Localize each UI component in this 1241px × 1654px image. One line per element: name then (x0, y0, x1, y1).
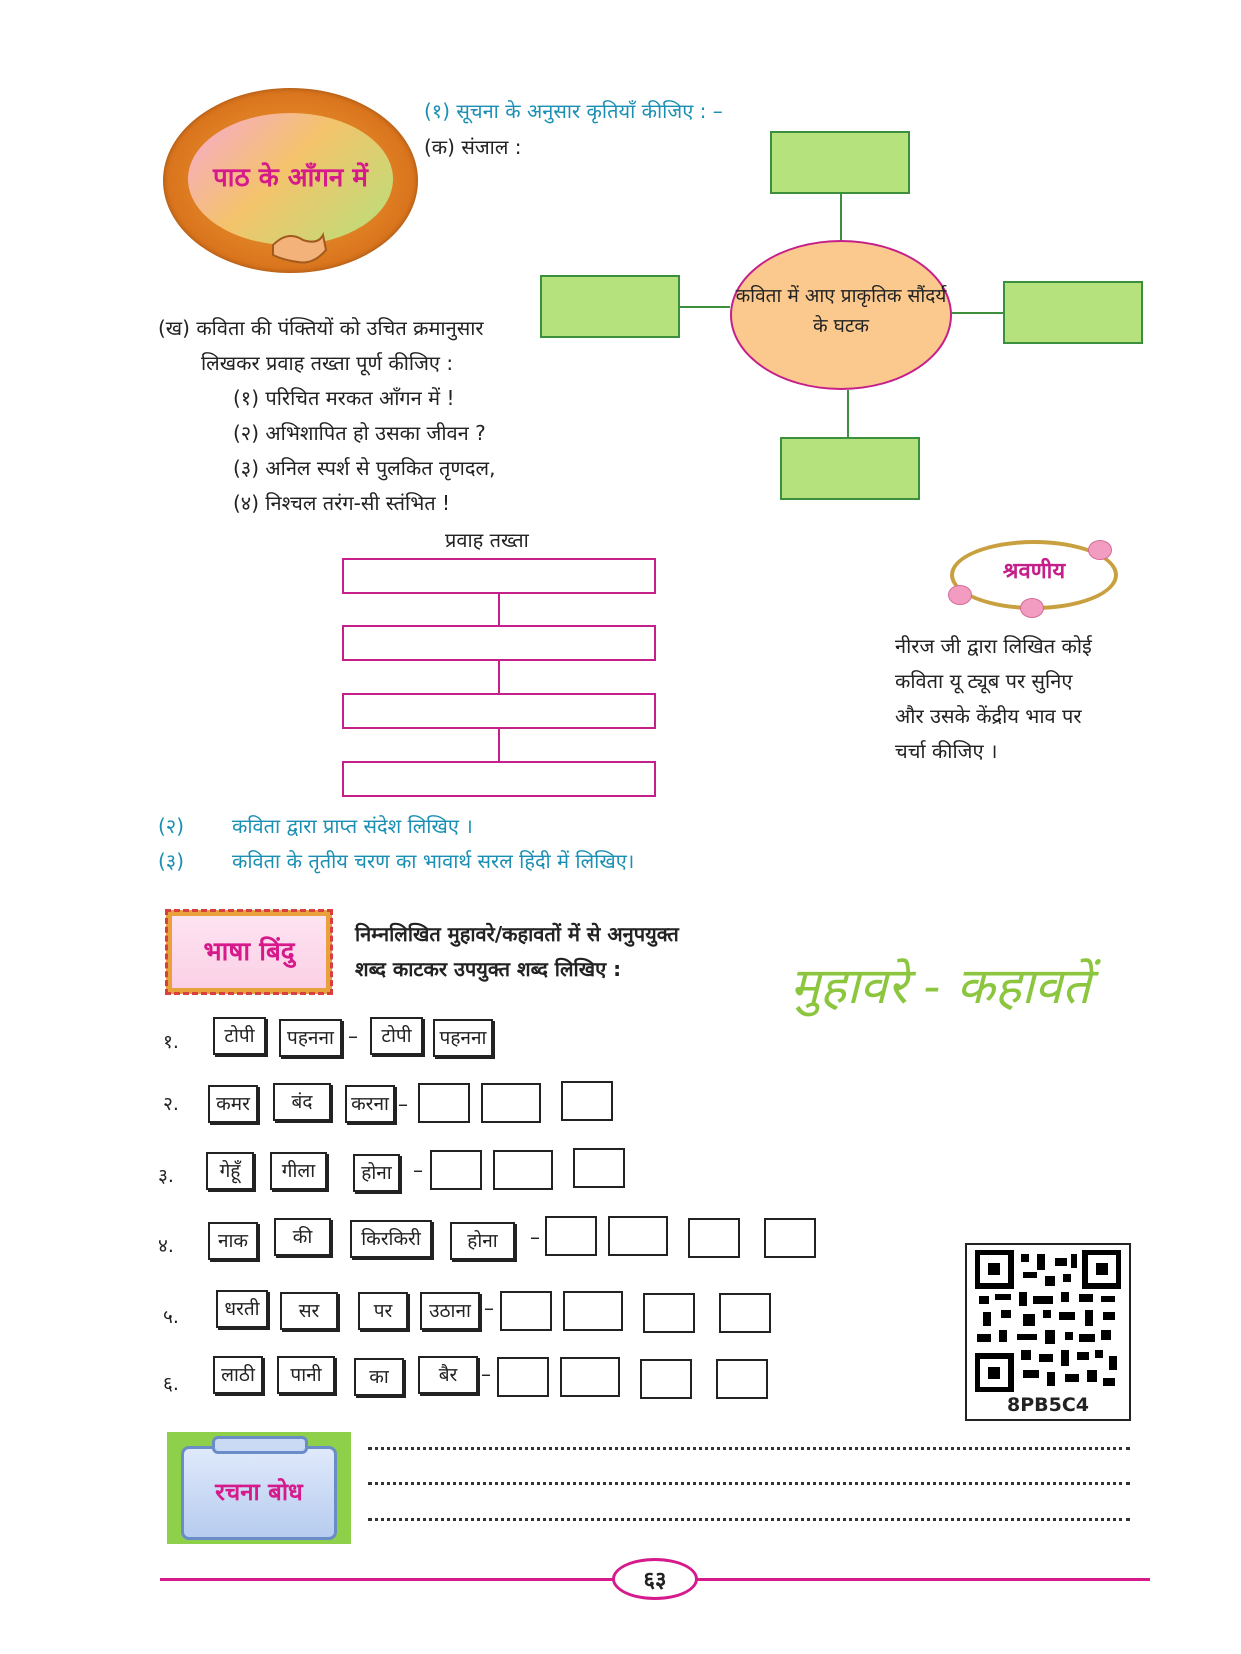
rachna-title: रचना बोध (215, 1478, 303, 1506)
poem-line-1: (१) परिचित मरकत आँगन में ! (233, 386, 455, 410)
row-number: ५. (163, 1306, 179, 1328)
flow-title: प्रवाह तख्ता (445, 528, 529, 552)
word-box: टोपी (213, 1017, 266, 1055)
dash-separator: – (481, 1362, 491, 1386)
word-box: करना (345, 1085, 395, 1123)
word-box: पहनना (279, 1019, 342, 1057)
part-k-label: (क) संजाल : (424, 135, 522, 159)
web-box-bottom[interactable] (780, 437, 920, 500)
row-number: ६. (163, 1373, 179, 1395)
flower-icon (948, 585, 972, 605)
shravaniya-line-1: नीरज जी द्वारा लिखित कोई (895, 634, 1092, 658)
row-number: २. (163, 1093, 179, 1115)
dash-separator: – (530, 1225, 540, 1249)
answer-blank[interactable] (764, 1218, 816, 1258)
answer-blank[interactable] (640, 1359, 692, 1399)
row-number: १. (163, 1031, 179, 1053)
part-kh-line1: (ख) कविता की पंक्तियों को उचित क्रमानुसार (158, 316, 484, 340)
word-box: होना (353, 1154, 400, 1192)
qr-code-icon[interactable] (975, 1250, 1121, 1392)
flow-connector-2 (498, 661, 500, 693)
word-box: गेहूँ (206, 1152, 254, 1190)
dash-separator: – (348, 1024, 358, 1048)
answer-blank[interactable] (418, 1083, 470, 1123)
flow-box-3[interactable] (342, 693, 656, 729)
answer-box: पहनना (433, 1019, 493, 1057)
word-box: पर (358, 1292, 408, 1330)
word-box: गीला (270, 1152, 327, 1190)
q2-number: (२) (158, 814, 185, 838)
dash-separator: – (398, 1092, 408, 1116)
dash-separator: – (484, 1296, 494, 1320)
answer-blank[interactable] (573, 1148, 625, 1188)
word-box: धरती (216, 1290, 268, 1328)
bhasha-instruction-line2: शब्द काटकर उपयुक्त शब्द लिखिए : (355, 957, 622, 981)
poem-line-4: (४) निश्चल तरंग-सी स्तंभित ! (233, 491, 451, 515)
answer-blank[interactable] (608, 1216, 668, 1256)
answer-blank[interactable] (643, 1293, 695, 1333)
word-box: बैर (418, 1356, 478, 1394)
word-box: का (354, 1358, 404, 1396)
word-box: होना (450, 1222, 515, 1260)
web-connector-bottom (847, 390, 849, 437)
flower-icon (1020, 598, 1044, 618)
answer-blank[interactable] (493, 1150, 553, 1190)
word-box: नाक (208, 1222, 258, 1260)
writing-line-2[interactable] (368, 1482, 1130, 1485)
flow-box-2[interactable] (342, 625, 656, 661)
shravaniya-line-3: और उसके केंद्रीय भाव पर (895, 704, 1082, 728)
word-box: बंद (273, 1083, 331, 1121)
writing-line-1[interactable] (368, 1447, 1130, 1450)
badge-title: पाठ के आँगन में (213, 163, 368, 193)
web-connector-left (680, 306, 730, 308)
q3-number: (३) (158, 849, 185, 873)
bhasha-instruction-line1: निम्नलिखित मुहावरे/कहावतों में से अनुपयुक्त (355, 922, 679, 946)
answer-blank[interactable] (497, 1357, 549, 1397)
answer-blank[interactable] (563, 1291, 623, 1331)
handshake-icon (268, 220, 328, 270)
answer-blank[interactable] (561, 1081, 613, 1121)
word-box: उठाना (420, 1292, 480, 1330)
web-box-right[interactable] (1003, 281, 1143, 344)
answer-blank[interactable] (500, 1291, 552, 1331)
q1-heading: (१) सूचना के अनुसार कृतियाँ कीजिए : – (424, 99, 723, 123)
dash-separator: – (413, 1158, 423, 1182)
answer-blank[interactable] (430, 1150, 482, 1190)
writing-line-3[interactable] (368, 1518, 1130, 1521)
flow-connector-3 (498, 729, 500, 761)
word-box: सर (280, 1292, 338, 1330)
word-box: किरकिरी (350, 1220, 432, 1258)
page-number: ६३ (643, 1568, 667, 1593)
answer-blank[interactable] (688, 1218, 740, 1258)
muhavare-art-title: मुहावरे - कहावतें (790, 957, 1091, 1015)
answer-blank[interactable] (719, 1293, 771, 1333)
bhasha-title: भाषा बिंदु (203, 937, 295, 967)
q3-text: कविता के तृतीय चरण का भावार्थ सरल हिंदी में लिखिए। (232, 849, 635, 873)
word-box: लाठी (213, 1356, 263, 1394)
q2-text: कविता द्वारा प्राप्त संदेश लिखिए । (232, 814, 473, 838)
web-center-text: कविता में आए प्राकृतिक सौंदर्य के घटक (735, 285, 947, 338)
row-number: ४. (158, 1235, 174, 1257)
word-box: की (274, 1218, 331, 1256)
row-number: ३. (158, 1165, 174, 1187)
flow-box-4[interactable] (342, 761, 656, 797)
word-box: पानी (277, 1356, 335, 1394)
word-box: कमर (208, 1085, 258, 1123)
flow-box-1[interactable] (342, 558, 656, 594)
qr-code-label: 8PB5C4 (1006, 1394, 1089, 1416)
answer-box: टोपी (370, 1017, 423, 1055)
web-box-top[interactable] (770, 131, 910, 194)
poem-line-2: (२) अभिशापित हो उसका जीवन ? (233, 421, 486, 445)
answer-blank[interactable] (560, 1357, 620, 1397)
web-box-left[interactable] (540, 275, 680, 338)
shravaniya-line-2: कविता यू ट्यूब पर सुनिए (895, 669, 1073, 693)
answer-blank[interactable] (716, 1359, 768, 1399)
part-kh-line2: लिखकर प्रवाह तख्ता पूर्ण कीजिए : (201, 351, 454, 375)
shravaniya-title: श्रवणीय (1002, 559, 1066, 584)
web-connector-right (952, 312, 1003, 314)
poem-line-3: (३) अनिल स्पर्श से पुलकित तृणदल, (233, 456, 496, 480)
answer-blank[interactable] (481, 1083, 541, 1123)
answer-blank[interactable] (545, 1216, 597, 1256)
web-connector-top (840, 194, 842, 240)
jar-neck (212, 1436, 308, 1454)
shravaniya-line-4: चर्चा कीजिए । (895, 739, 998, 763)
flow-connector-1 (498, 594, 500, 625)
